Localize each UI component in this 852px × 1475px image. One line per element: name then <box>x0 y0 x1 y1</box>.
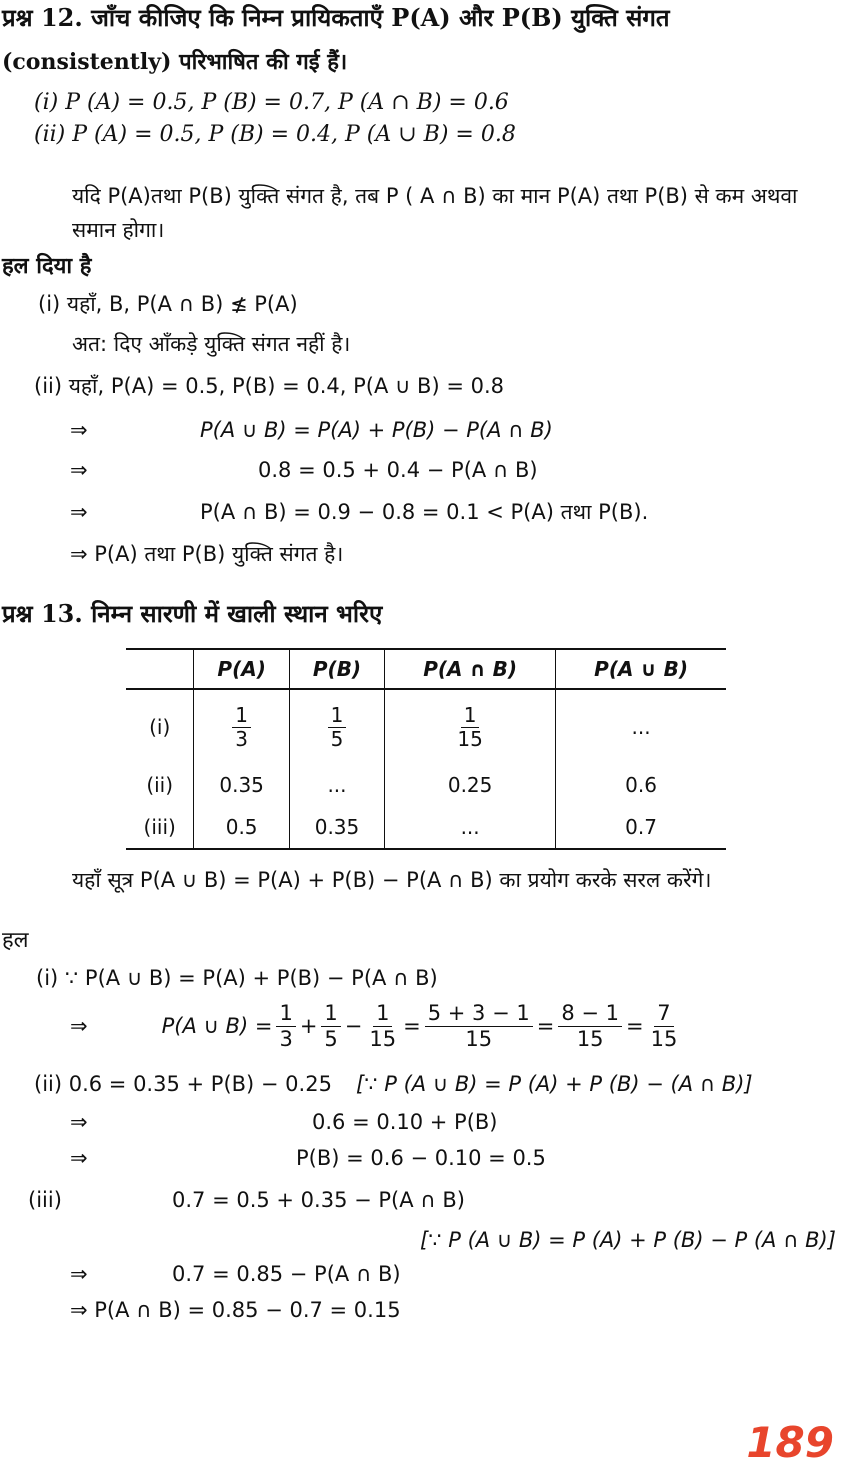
table-cell: $\frac{1}{5}$ <box>289 689 384 764</box>
row-label: (ii) <box>146 773 174 797</box>
q12-hint-line1: यदि P(A)तथा P(B) युक्ति संगत है, तब P ( A ∩ B) का मान P(A) तथा P(B) से कम अथवा <box>72 184 798 208</box>
table-cell: 0.5 <box>194 806 290 849</box>
row-label: (iii) <box>126 806 194 849</box>
q13-hint: यहाँ सूत्र P(A ∪ B) = P(A) + P(B) − P(A ∩ B) का प्रयोग करके सरल करेंगे। <box>72 868 712 892</box>
q13-sol-i-formula: (i) ∵ P(A ∪ B) = P(A) + P(B) − P(A ∩ B) <box>36 966 438 990</box>
q13-solution-heading: हल <box>2 928 29 953</box>
table-header: P(B) <box>289 649 384 689</box>
table-cell: ... <box>289 764 384 806</box>
implies-arrow: ⇒ <box>70 418 88 442</box>
q13-sol-ii: (ii) 0.6 = 0.35 + P(B) − 0.25 <box>34 1072 332 1096</box>
table-header: P(A ∪ B) <box>556 649 726 689</box>
q12-hint-line2: समान होगा। <box>72 218 165 242</box>
table-cell: 0.25 <box>385 764 556 806</box>
table-row <box>126 806 726 849</box>
table-cell: 0.35 <box>194 764 290 806</box>
table-cell: ... <box>385 806 556 849</box>
q12-sol-i: (i) यहाँ, B, P(A ∩ B) ≰ P(A) <box>38 292 298 316</box>
probability-table <box>126 648 726 850</box>
q12-eq-substitute: 0.8 = 0.5 + 0.4 − P(A ∩ B) <box>258 458 538 482</box>
q13-sol-iii-label: (iii) <box>28 1188 62 1212</box>
table-row <box>126 689 726 764</box>
q13-sol-ii-step: 0.6 = 0.10 + P(B) <box>312 1110 498 1134</box>
q12-solution-heading: हल दिया है <box>2 253 92 279</box>
implies-arrow: ⇒ <box>70 1110 88 1134</box>
table-cell: 0.7 <box>556 806 726 849</box>
q12-title-cont: (consistently) परिभाषित की गई हैं। <box>2 49 348 75</box>
implies-arrow: ⇒ <box>70 1262 88 1286</box>
table-cell: 0.35 <box>289 806 384 849</box>
table-cell: $\frac{1}{15}$ <box>385 689 556 764</box>
table-header: P(A) <box>194 649 290 689</box>
q12-eq-result: P(A ∩ B) = 0.9 − 0.8 = 0.1 < P(A) तथा P(B). <box>200 500 649 524</box>
q12-eq-union: P(A ∪ B) = P(A) + P(B) − P(A ∩ B) <box>200 418 553 442</box>
q13-sol-iii: 0.7 = 0.5 + 0.35 − P(A ∩ B) <box>172 1188 465 1212</box>
page-number: 189 <box>746 1418 834 1467</box>
q13-sol-iii-step: 0.7 = 0.85 − P(A ∩ B) <box>172 1262 401 1286</box>
table-header: P(A ∩ B) <box>385 649 556 689</box>
q12-title: प्रश्न 12. जाँच कीजिए कि निम्न प्रायिकताएँ P(A) और P(B) युक्ति संगत <box>2 3 670 32</box>
table-row <box>126 764 726 806</box>
table-header <box>126 649 194 689</box>
table-cell: $\frac{1}{3}$ <box>194 689 290 764</box>
q13-title: प्रश्न 13. निम्न सारणी में खाली स्थान भरिए <box>2 599 383 628</box>
table-header-row <box>126 649 726 689</box>
q13-sol-iii-result: ⇒ P(A ∩ B) = 0.85 − 0.7 = 0.15 <box>70 1298 401 1322</box>
q13-sol-i-calculation: ⇒ P(A ∪ B) = $\frac{1}{3}$ + $\frac{1}{5}$ − $\frac{1}{15}$ = $\frac{5 + 3 - 1}{15}$ = $\frac{8 - 1}{15}$ = $\frac{7}{15}$ <box>70 1001 678 1051</box>
table-cell: 0.6 <box>556 764 726 806</box>
q12-part-i: (i) P (A) = 0.5, P (B) = 0.7, P (A ∩ B) = 0.6 <box>34 90 509 115</box>
q12-sol-i-conclusion: अत: दिए आँकड़े युक्ति संगत नहीं है। <box>72 332 351 356</box>
row-label: (i) <box>149 715 171 739</box>
q13-sol-ii-result: P(B) = 0.6 − 0.10 = 0.5 <box>296 1146 546 1170</box>
table-cell: ... <box>556 689 726 764</box>
q12-part-ii: (ii) P (A) = 0.5, P (B) = 0.4, P (A ∪ B) = 0.8 <box>34 122 516 147</box>
q12-final-conclusion: ⇒ P(A) तथा P(B) युक्ति संगत है। <box>70 542 344 566</box>
implies-arrow: ⇒ <box>70 1146 88 1170</box>
implies-arrow: ⇒ <box>70 500 88 524</box>
implies-arrow: ⇒ <box>70 458 88 482</box>
q13-sol-iii-reason: [∵ P (A ∪ B) = P (A) + P (B) − P (A ∩ B)] <box>420 1228 836 1252</box>
q12-sol-ii: (ii) यहाँ, P(A) = 0.5, P(B) = 0.4, P(A ∪ B) = 0.8 <box>34 374 504 398</box>
q13-sol-ii-reason: [∵ P (A ∪ B) = P (A) + P (B) − (A ∩ B)] <box>356 1072 753 1096</box>
